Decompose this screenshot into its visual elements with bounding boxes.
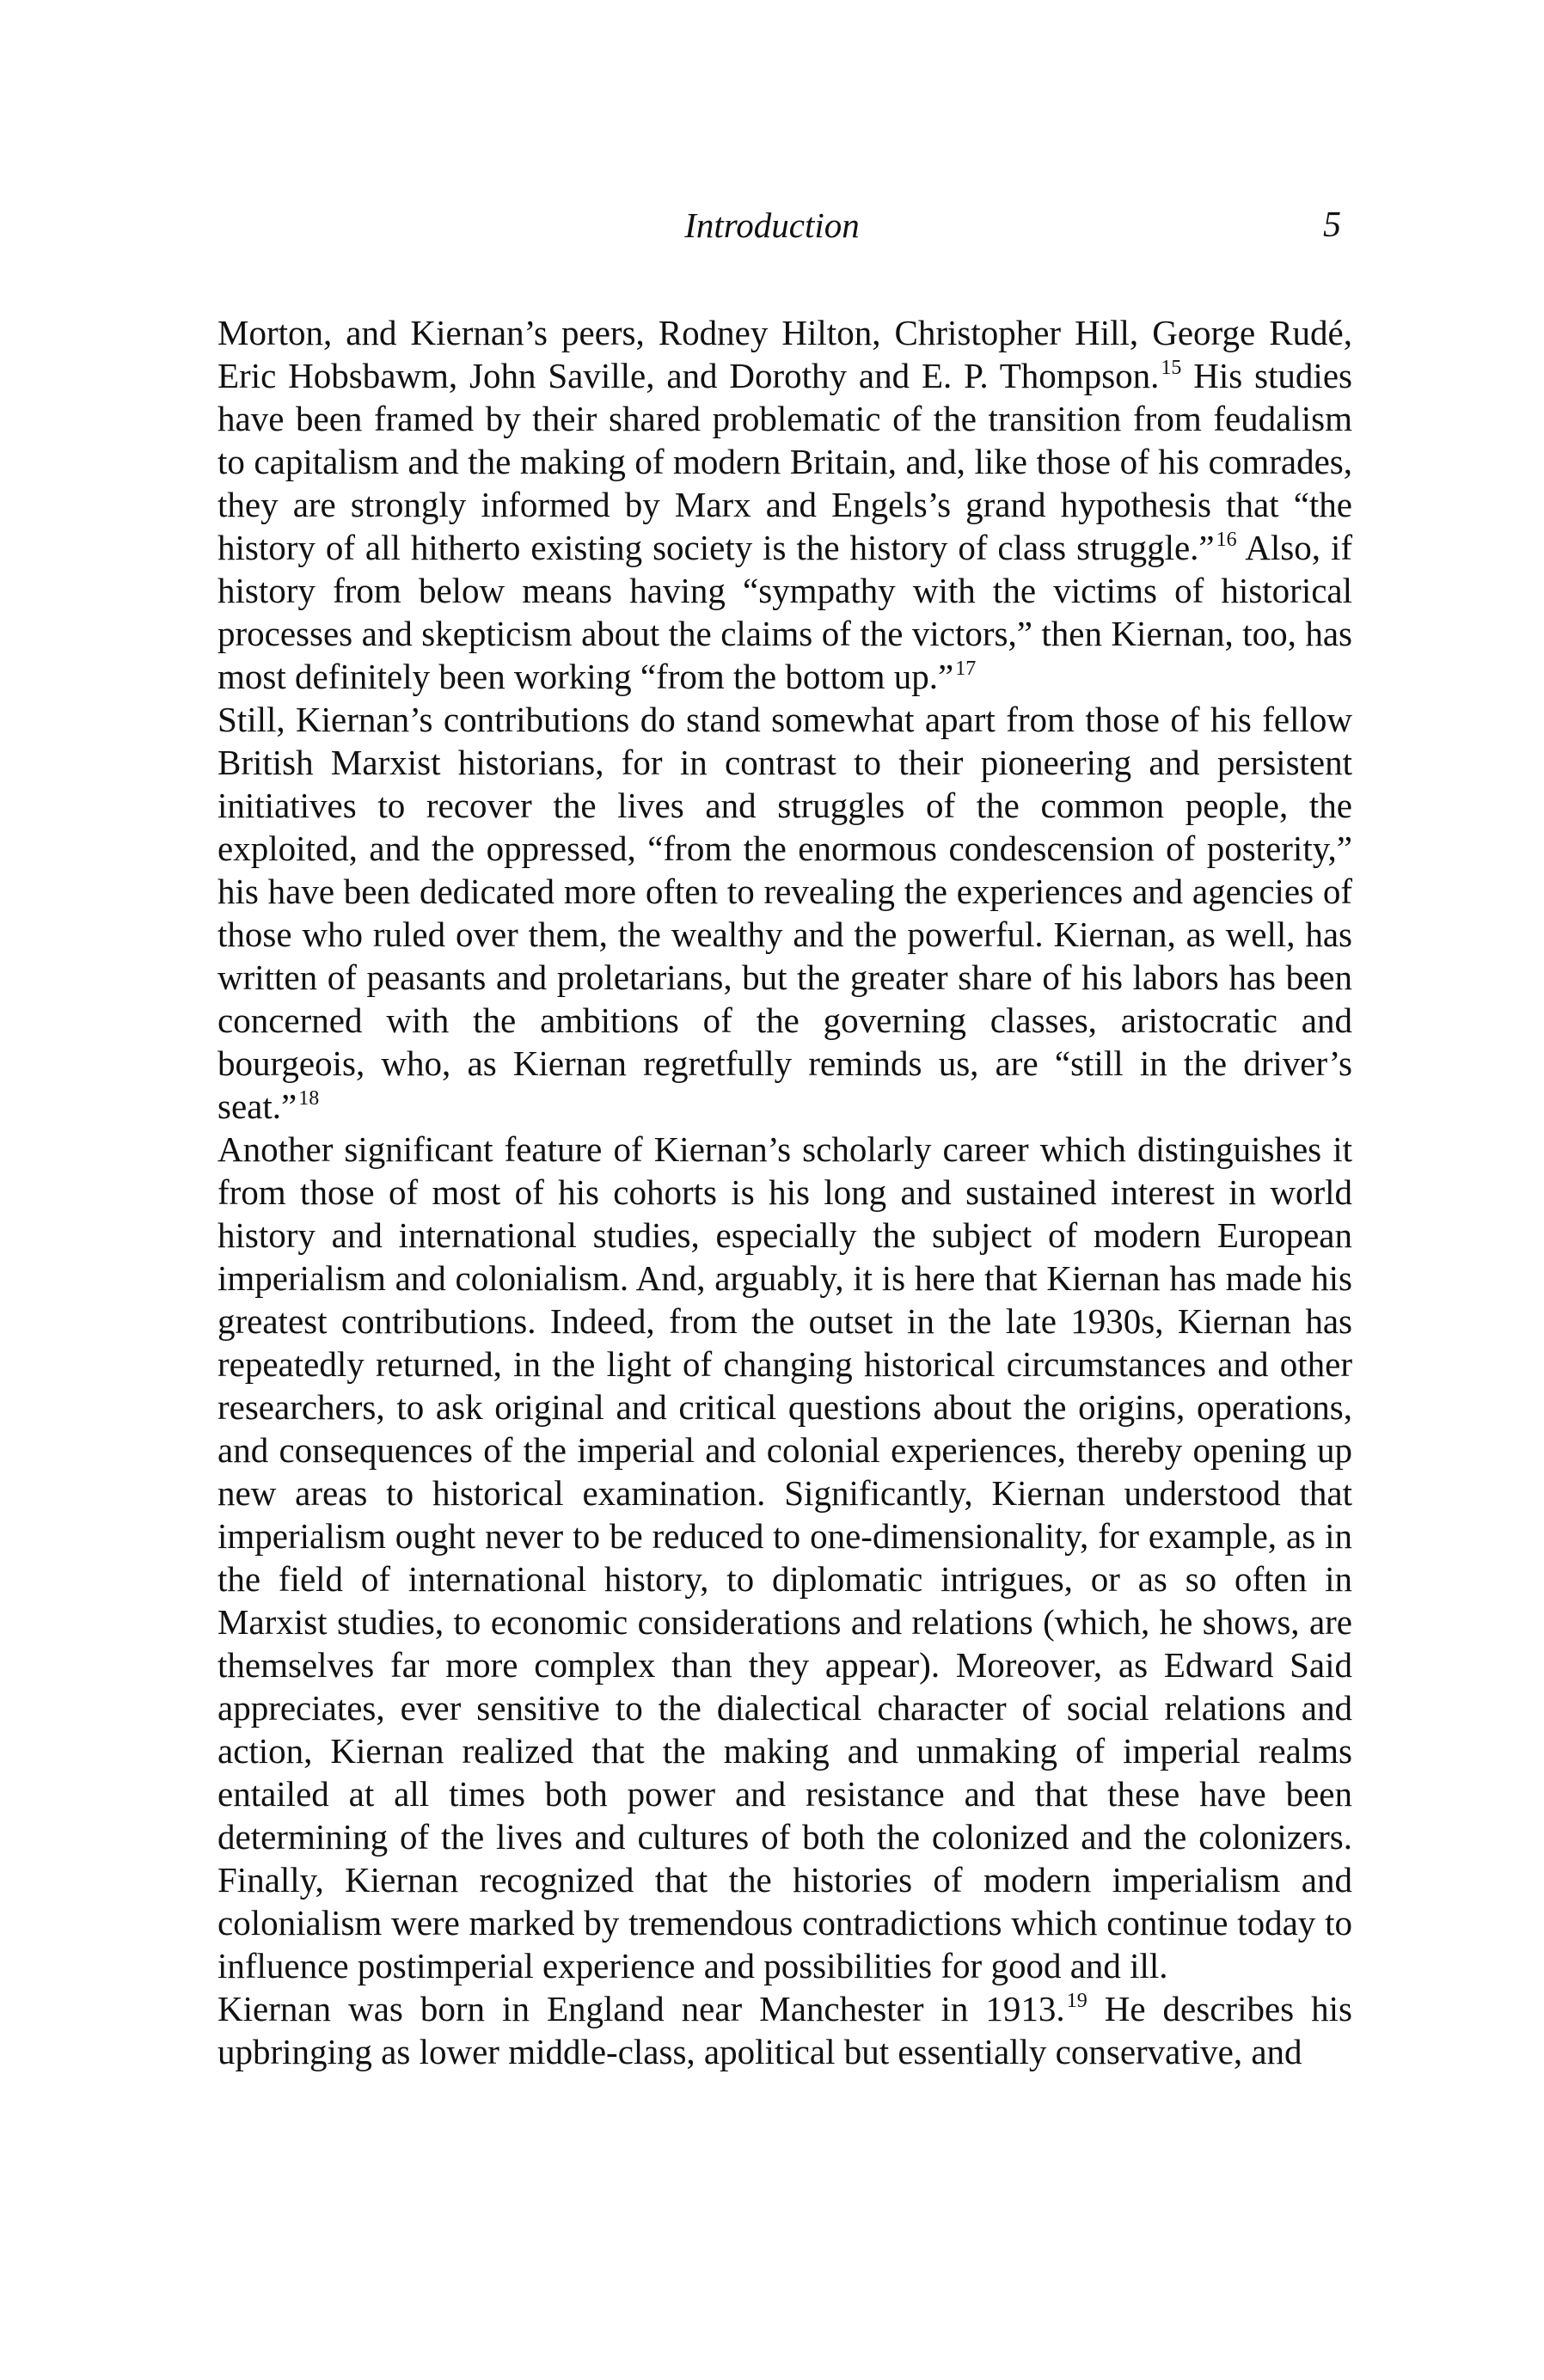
running-head — [0, 199, 1544, 251]
text-run: His studies have been framed by their shared problematic of the transition from feudalism to capitalism and the making of modern Britain, and, like those of his comrades, they are strongly informed by Marx and Engels’s grand hypothesis that “the history of all hitherto existing society is the history of class struggle.” — [218, 356, 1352, 567]
paragraph-2 — [218, 698, 1352, 1128]
body-text — [218, 311, 1352, 2073]
footnote-ref-18: 18 — [298, 1087, 320, 1110]
text-run: He describes his upbringing as lower middle-class, apolitical but essentially conservative, and — [218, 1989, 1352, 2071]
running-title: Introduction — [684, 205, 860, 245]
paragraph-4 — [218, 1987, 1352, 2073]
text-run: Still, Kiernan’s contributions do stand somewhat apart from those of his fellow British Marxist historians, for in contrast to their pioneering and persistent initiatives to recover the lives and struggles of the common people, the exploited, and the oppressed, “from the enormous condescension of posterity,” his have been dedicated more often to revealing the experiences and agencies of those who ruled over them, the wealthy and the powerful. Kiernan, as well, has written of peasants and proletarians, but the greater share of his labors has been concerned with the ambitions of the governing classes, aristocratic and bourgeois, who, as Kiernan regretfully reminds us, are “still in the driver’s seat.” — [218, 700, 1352, 1126]
paragraph-3 — [218, 1128, 1352, 1987]
footnote-ref-16: 16 — [1216, 529, 1237, 551]
text-run: Another significant feature of Kiernan’s scholarly career which distinguishes it from those of most of his cohorts is his long and sustained interest in world history and international studies, especially the subject of modern European imperialism and colonialism. And, arguably, it is here that Kiernan has made his greatest contributions. Indeed, from the outset in the late 1930s, Kiernan has repeatedly returned, in the light of changing historical circumstances and other researchers, to ask original and critical questions about the origins, operations, and consequences of the imperial and colonial experiences, thereby opening up new areas to historical examination. Significantly, Kiernan understood that imperialism ought never to be reduced to one-dimensionality, for example, as in the field of international history, to diplomatic intrigues, or as so often in Marxist studies, to economic considerations and relations (which, he shows, are themselves far more complex than they appear). Moreover, as Edward Said appreciates, ever sensitive to the dialectical character of social relations and action, Kiernan realized that the making and unmaking of imperial realms entailed at all times both power and resistance and that these have been determining of the lives and cultures of both the colonized and the colonizers. Finally, Kiernan recognized that the histories of modern imperialism and colonialism were marked by tremendous contradictions which continue today to influence postimperial experience and possibilities for good and ill. — [218, 1129, 1352, 1985]
text-run: Kiernan was born in England near Manchester in 1913. — [218, 1989, 1065, 2028]
footnote-ref-19: 19 — [1066, 1990, 1088, 2012]
footnote-ref-17: 17 — [955, 658, 977, 680]
text-run: Morton, and Kiernan’s peers, Rodney Hilton, Christopher Hill, George Rudé, Eric Hobsbawm, John Saville, and Dorothy and E. P. Thompson. — [218, 313, 1352, 395]
paragraph-1 — [218, 311, 1352, 698]
text-run: Also, if history from below means having “sympathy with the victims of historical processes and skepticism about the claims of the victors,” then Kiernan, too, has most definitely been working “from the bottom up.” — [218, 528, 1352, 696]
page-number: 5 — [1323, 205, 1341, 245]
footnote-ref-15: 15 — [1161, 357, 1182, 379]
